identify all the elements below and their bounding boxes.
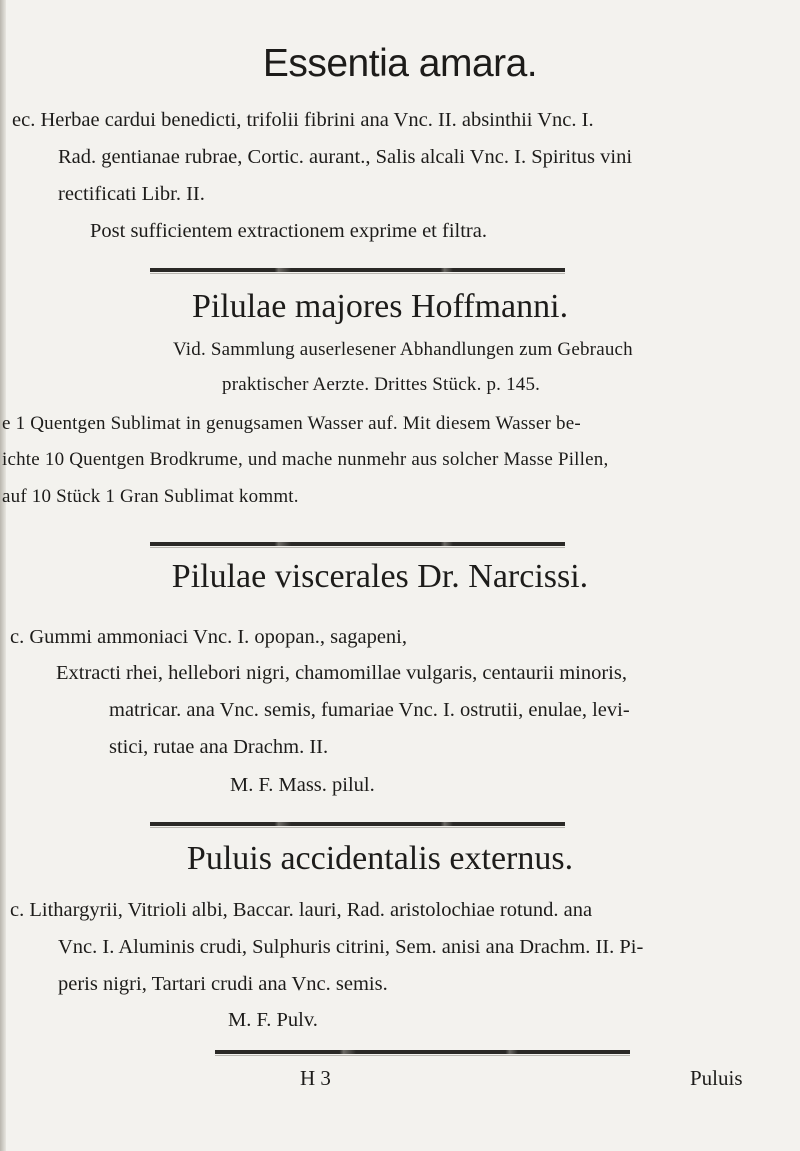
reference-line: Vid. Sammlung auserlesener Abhandlungen zum Gebrauch — [173, 339, 633, 360]
recipe-line: ichte 10 Quentgen Brodkrume, und mache nunmehr aus solcher Masse Pillen, — [2, 449, 609, 470]
recipe-line: M. F. Pulv. — [228, 1009, 318, 1031]
recipe-line: Post sufficientem extractionem exprime et filtra. — [90, 220, 487, 242]
page-title: Essentia amara. — [262, 42, 538, 85]
section-divider — [215, 1050, 630, 1054]
recipe-line: stici, rutae ana Drachm. II. — [109, 736, 329, 758]
recipe-line: ec. Herbae cardui benedicti, trifolii fibrini ana Vnc. II. absinthii Vnc. I. — [12, 109, 594, 131]
recipe-line: Extracti rhei, hellebori nigri, chamomillae vulgaris, centaurii minoris, — [56, 662, 627, 684]
recipe-line: Rad. gentianae rubrae, Cortic. aurant., Salis alcali Vnc. I. Spiritus vini — [58, 146, 633, 168]
recipe-line: rectificati Libr. II. — [58, 183, 205, 205]
recipe-line: peris nigri, Tartari crudi ana Vnc. semis. — [58, 973, 388, 995]
section-divider — [150, 822, 565, 826]
section-title: Puluis accidentalis externus. — [186, 840, 574, 877]
recipe-line: c. Lithargyrii, Vitrioli albi, Baccar. lauri, Rad. aristolochiae rotund. ana — [10, 899, 593, 921]
section-title: Pilulae majores Hoffmanni. — [191, 288, 569, 325]
section-divider — [150, 542, 565, 546]
recipe-line: matricar. ana Vnc. semis, fumariae Vnc. I. ostrutii, enulae, levi- — [109, 699, 630, 721]
recipe-line: e 1 Quentgen Sublimat in genugsamen Wasser auf. Mit diesem Wasser be- — [2, 413, 581, 434]
section-title: Pilulae viscerales Dr. Narcissi. — [171, 558, 589, 595]
recipe-line: M. F. Mass. pilul. — [230, 774, 375, 796]
recipe-line: c. Gummi ammoniaci Vnc. I. opopan., sagapeni, — [10, 626, 407, 648]
section-divider — [150, 268, 565, 272]
recipe-line: auf 10 Stück 1 Gran Sublimat kommt. — [2, 486, 299, 507]
signature-mark: H 3 — [300, 1066, 331, 1090]
reference-line: praktischer Aerzte. Drittes Stück. p. 145. — [222, 374, 541, 395]
recipe-line: Vnc. I. Aluminis crudi, Sulphuris citrini, Sem. anisi ana Drachm. II. Pi- — [58, 936, 644, 958]
catchword: Puluis — [690, 1066, 743, 1090]
